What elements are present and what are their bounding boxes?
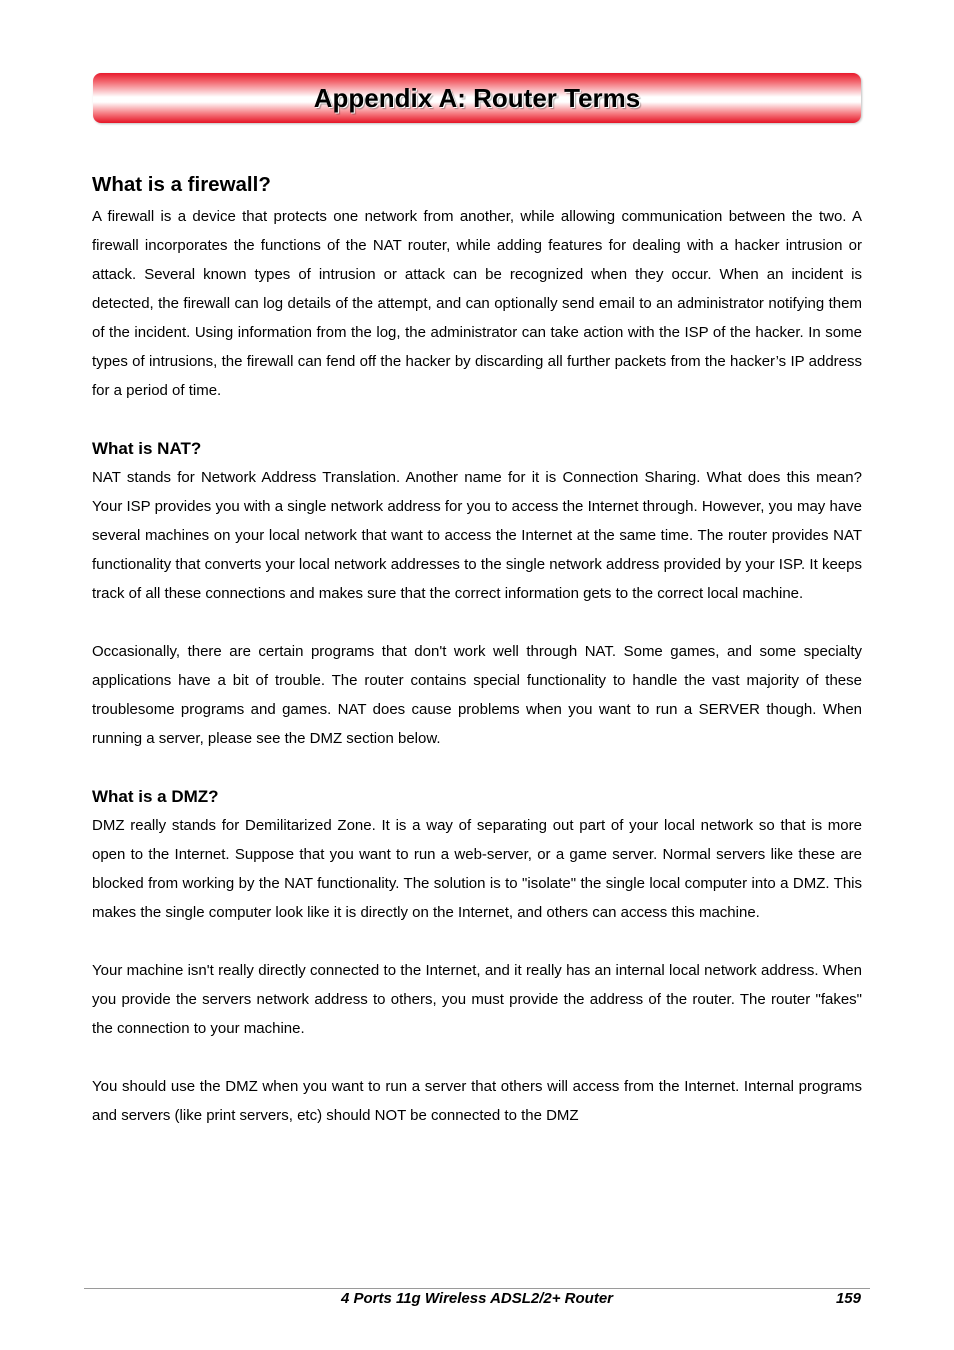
appendix-banner <box>93 73 861 123</box>
section-title-dmz: What is a DMZ? <box>92 787 219 806</box>
section-dmz <box>92 782 862 1130</box>
footer-page-number: 159 <box>835 1290 861 1307</box>
footer-product-name: 4 Ports 11g Wireless ADSL2/2+ Router <box>340 1290 614 1307</box>
nat-paragraph-1: NAT stands for Network Address Translation. Another name for it is Connection Sharing. What does this mean? Your ISP provides you with a single network address for you to access the Internet through. However, you may have several machines on your local network that want to access the Internet at the same time. The router provides NAT functionality that converts your local network addresses to the single network address provided by your ISP. It keeps track of all these connections and makes sure that the correct information gets to the correct local machine. <box>92 469 862 602</box>
section-title-firewall: What is a firewall? <box>92 173 271 196</box>
document-body <box>92 168 862 1130</box>
section-nat <box>92 434 862 753</box>
page-title: Appendix A: Router Terms <box>313 82 641 113</box>
dmz-paragraph-2: Your machine isn't really directly connected to the Internet, and it really has an internal local network address. When you provide the servers network address to others, you must provide the address of the router. The router "fakes" the connection to your machine. <box>92 962 862 1037</box>
nat-paragraph-2: Occasionally, there are certain programs that don't work well through NAT. Some games, and some specialty applications have a bit of trouble. The router contains special functionality to handle the vast majority of these troublesome programs and games. NAT does cause problems when you want to run a SERVER though. When running a server, please see the DMZ section below. <box>92 643 862 747</box>
section-title-nat: What is NAT? <box>92 439 202 458</box>
firewall-paragraph: A firewall is a device that protects one network from another, while allowing communication between the two. A firewall incorporates the functions of the NAT router, while adding features for dealing with a hacker intrusion or attack. Several known types of intrusion or attack can be recognized when they occur. When an incident is detected, the firewall can log details of the attempt, and can optionally send email to an administrator notifying them of the incident. Using information from the log, the administrator can take action with the ISP of the hacker. In some types of intrusions, the firewall can fend off the hacker by discarding all further packets from the hacker’s IP address for a period of time. <box>92 208 862 399</box>
dmz-paragraph-3: You should use the DMZ when you want to run a server that others will access from the Internet. Internal programs and servers (like print servers, etc) should NOT be connected to the DMZ <box>92 1078 862 1124</box>
section-firewall <box>92 168 862 405</box>
dmz-paragraph-1: DMZ really stands for Demilitarized Zone. It is a way of separating out part of your local network so that is more open to the Internet. Suppose that you want to run a web-server, or a game server. Normal servers like these are blocked from working by the NAT functionality. The solution is to "isolate" the single local computer into a DMZ. This makes the single computer look like it is directly on the Internet, and others can access this machine. <box>92 817 862 921</box>
footer-divider <box>84 1288 870 1289</box>
